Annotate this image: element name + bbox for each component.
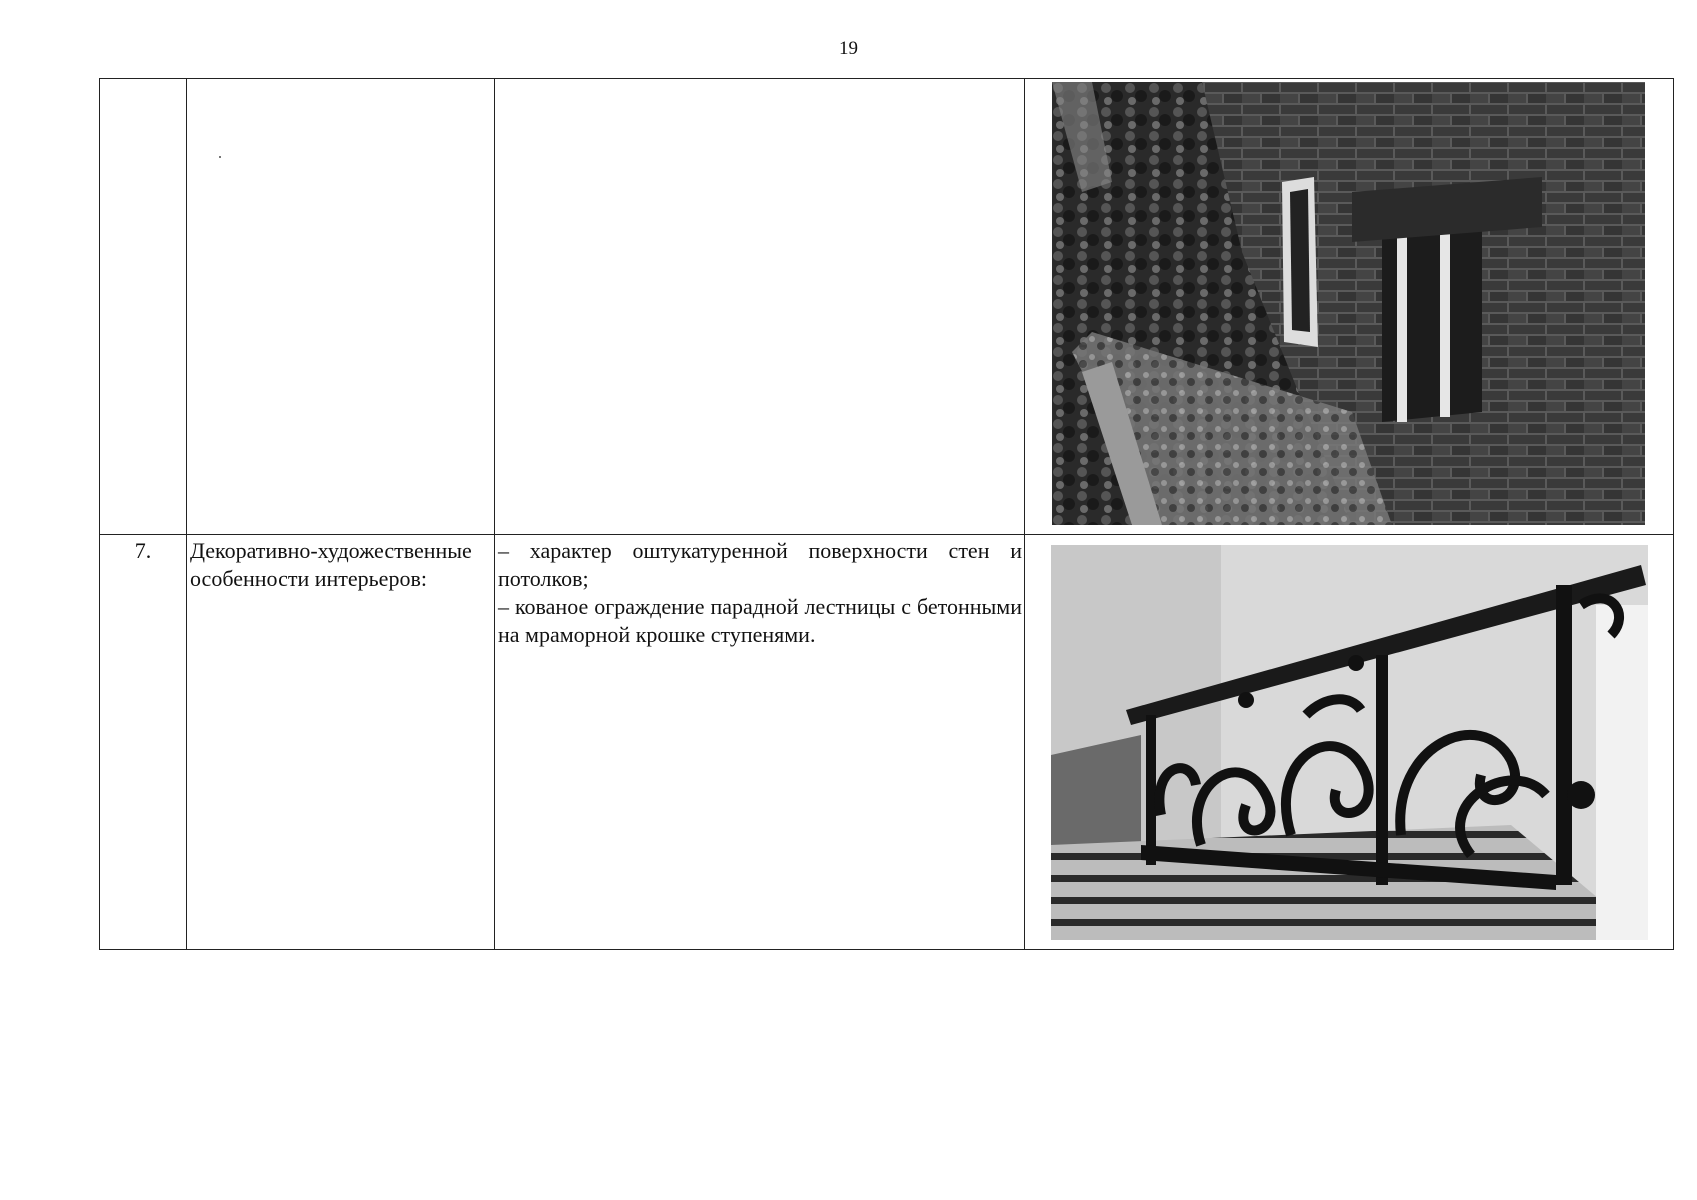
description-item: – кованое ограждение парадной лестницы с бетонными на мраморной крошке ступенями.	[498, 594, 1022, 647]
photo-cell	[1025, 79, 1674, 535]
feature-description-cell	[495, 79, 1025, 535]
feature-name-cell	[187, 79, 495, 535]
page-number: 19	[839, 38, 858, 59]
photo-cell	[1025, 535, 1674, 950]
basement-wall-photo	[1052, 82, 1645, 525]
feature-description-cell	[495, 535, 1025, 950]
table-row	[100, 535, 1674, 950]
features-table	[99, 78, 1674, 950]
table-row	[100, 79, 1674, 535]
row-number-cell: 7.	[100, 535, 187, 950]
feature-name-cell: Декоративно-художественные особенности интерьеров:	[187, 535, 495, 950]
staircase-railing-photo	[1051, 545, 1648, 940]
row-number-cell	[100, 79, 187, 535]
description-item: – характер оштукатуренной поверхности стен и потолков;	[498, 538, 1022, 591]
